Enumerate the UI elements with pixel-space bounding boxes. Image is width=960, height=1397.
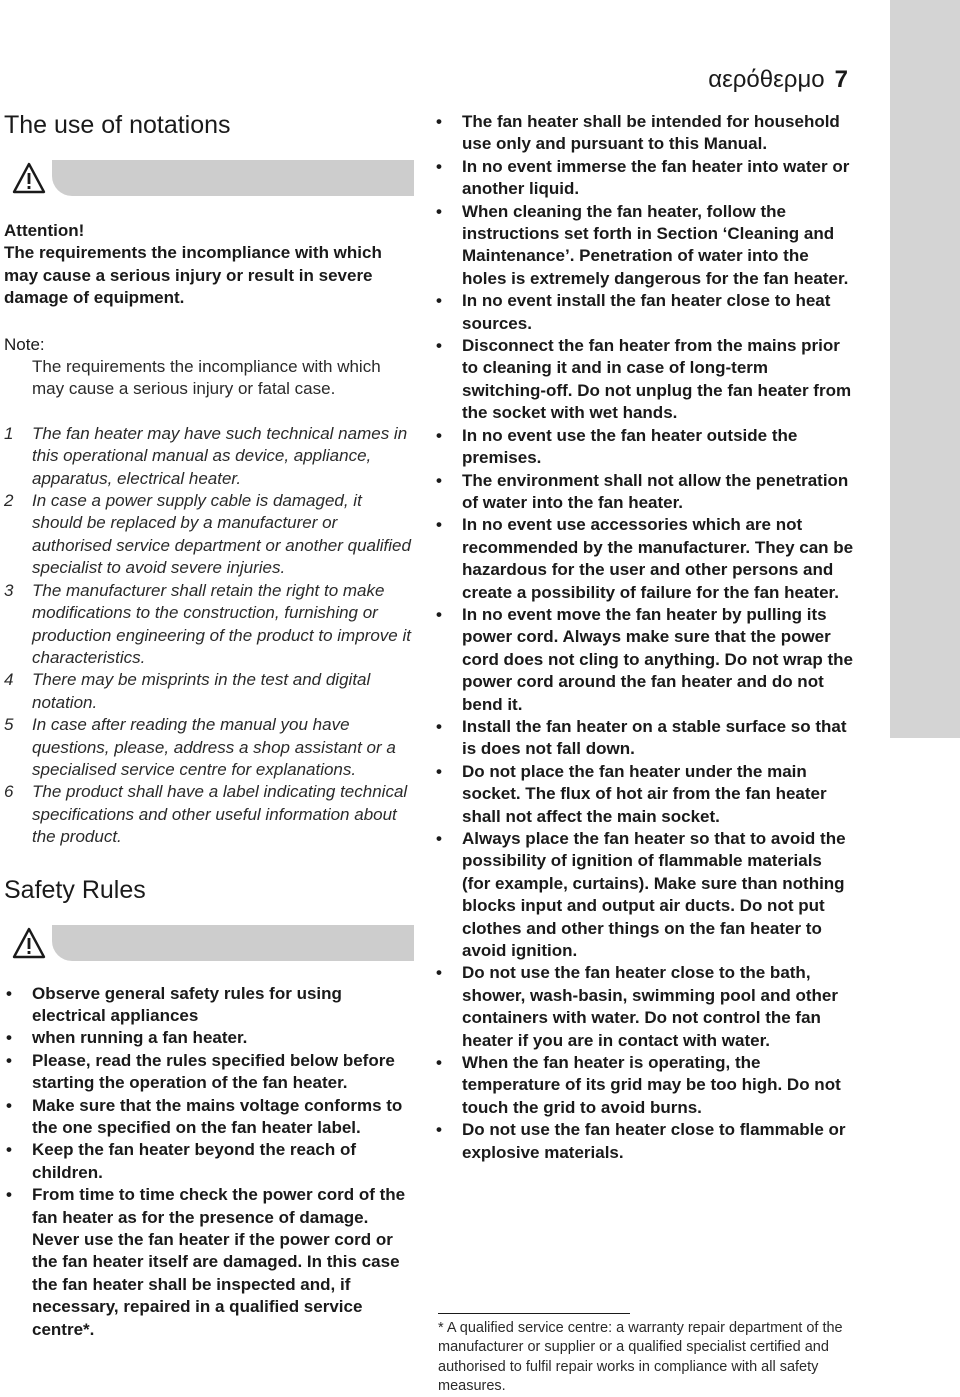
list-item: • When the fan heater is operating, the temperature of its grid may be too high. Do not touch the grid to avoid burns. [436, 1053, 841, 1117]
page-number: 7 [834, 66, 848, 93]
warning-bar [4, 160, 414, 198]
list-item: • The environment shall not allow the penetration of water into the fan heater. [436, 470, 849, 512]
warning-triangle-icon [12, 927, 46, 959]
list-item: • When cleaning the fan heater, follow the instructions set forth in Section ‘Cleaning and Maintenance’. Penetration of water into the holes is extremely dangerous for the fan heater. [436, 201, 849, 288]
list-item: • Do not use the fan heater close to the bath, shower, wash-basin, swimming pool and other containers with water. Do not control the fan heater if you are in contact with water. [436, 963, 838, 1050]
list-item: • Disconnect the fan heater from the mains prior to cleaning it and in case of long-term switching-off. Do not unplug the fan heater from the socket with wet hands. [436, 336, 852, 423]
notations-title: The use of notations [4, 111, 231, 139]
attention-label: Attention! [4, 221, 85, 240]
list-item: • In no event move the fan heater by pulling its power cord. Always make sure that the power cord does not cling to anything. Do not wrap the power cord around the fan heater and do not bend it. [436, 604, 853, 714]
list-item: • Observe general safety rules for using electrical appliances [6, 983, 342, 1025]
list-item: • when running a fan heater. [6, 1028, 248, 1048]
safety-list-right [434, 111, 854, 1164]
list-item: 2 In case a power supply cable is damaged, it should be replaced by a manufacturer or authorised service department or another qualified specialist to avoid severe injuries. [4, 491, 411, 578]
left-column [4, 108, 414, 1341]
list-item: • In no event install the fan heater close to heat sources. [436, 291, 831, 333]
list-item: • Install the fan heater on a stable surface so that is does not fall down. [436, 716, 847, 759]
list-item: • In no event use accessories which are not recommended by the manufacturer. They can be hazardous for the user and other persons and create a possibility of failure for the fan heater. [436, 515, 854, 602]
safety-title: Safety Rules [4, 875, 146, 904]
list-item: 6 The product shall have a label indicating technical specifications and other useful information about the product. [4, 782, 408, 847]
list-item: • In no event use the fan heater outside the premises. [436, 425, 798, 468]
list-item: • Keep the fan heater beyond the reach of children. [6, 1140, 357, 1182]
list-item: 5 In case after reading the manual you have questions, please, address a shop assistant or a specialised service centre for explanations. [4, 715, 396, 779]
list-item: 4 There may be misprints in the test and digital notation. [4, 670, 371, 712]
list-item: • Always place the fan heater so that to avoid the possibility of ignition of flammable materials (for example, curtains). Make sure than nothing blocks input and output air ducts. Do not put clothes and other things on the fan heater to avoid ignition. [436, 829, 846, 961]
list-item: • Do not use the fan heater close to flammable or explosive materials. [436, 1120, 846, 1162]
attention-text: The requirements the incompliance with which may cause a serious injury or result in severe damage of equipment. [4, 243, 382, 308]
list-item: • From time to time check the power cord of the fan heater as for the presence of damage. Never use the fan heater if the power cord or the fan heater itself are damaged. In this case the fan heater shall be inspected and, if necessary, repaired in a qualified service centre*. [6, 1185, 406, 1339]
list-item: • Do not place the fan heater under the main socket. The flux of hot air from the fan heater shall not affect the main socket. [436, 761, 827, 826]
footnote-divider [438, 1313, 630, 1314]
list-item: 1 The fan heater may have such technical names in this operational manual as device, appliance, apparatus, electrical heater. [4, 423, 408, 488]
numbered-list [4, 423, 414, 849]
list-item: • Make sure that the mains voltage conforms to the one specified on the fan heater label. [6, 1095, 403, 1137]
list-item: 3 The manufacturer shall retain the right to make modifications to the construction, furnishing or production engineering of the product to improve it characteristics. [4, 580, 411, 667]
safety-list-left [4, 983, 414, 1342]
page-header [708, 66, 848, 94]
header-title: αερόθερμο [708, 66, 825, 93]
warning-bar [4, 925, 414, 963]
list-item: • Please, read the rules specified below before starting the operation of the fan heater. [6, 1050, 395, 1093]
note-label: Note: [4, 334, 45, 354]
right-column [434, 111, 854, 1164]
side-tab [890, 0, 960, 738]
list-item: • In no event immerse the fan heater into water or another liquid. [436, 156, 850, 199]
footnote: * A qualified service centre: a warranty repair department of the manufacturer or supplier or a qualified specialist certified and authorised to fulfil repair works in compliance with all safety measures. [438, 1320, 843, 1395]
note-text: The requirements the incompliance with which may cause a serious injury or fatal case. [32, 357, 381, 399]
list-item: • The fan heater shall be intended for household use only and pursuant to this Manual. [436, 112, 840, 154]
warning-triangle-icon [12, 162, 46, 194]
